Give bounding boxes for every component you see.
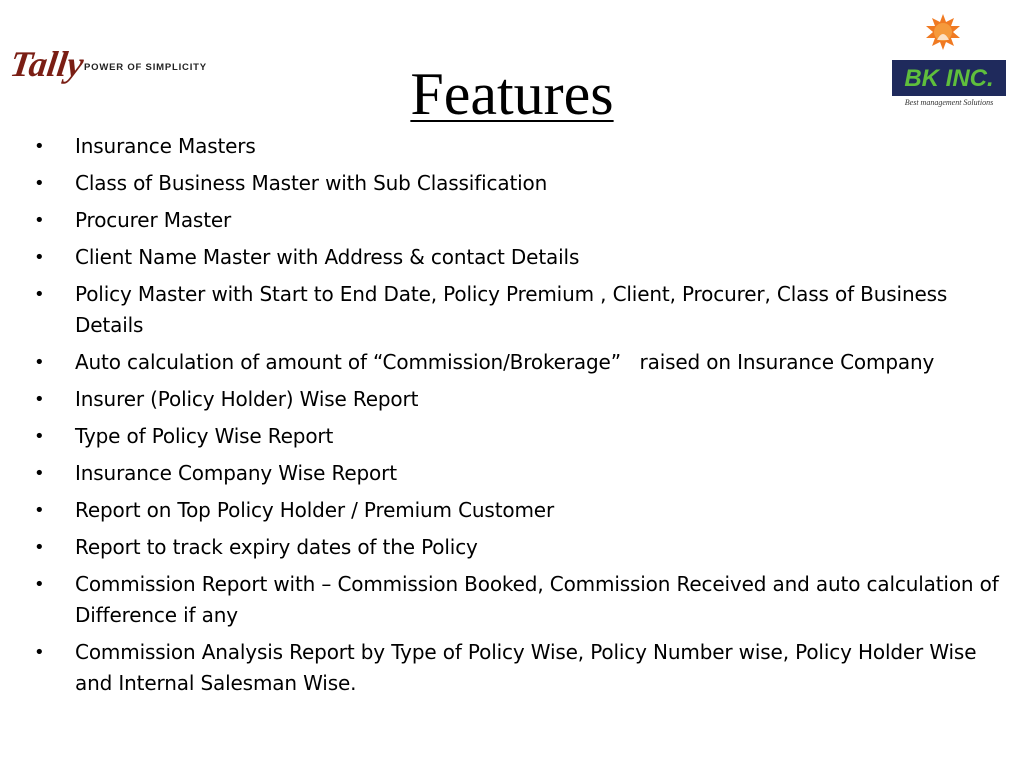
bullet-icon: • — [34, 284, 45, 305]
list-item — [0, 532, 1000, 563]
list-item — [0, 458, 1000, 489]
list-item — [0, 347, 1000, 378]
page-title-text: Features — [410, 61, 614, 127]
bk-tagline: Best management Solutions — [904, 98, 994, 107]
list-item — [0, 637, 1000, 699]
list-item-text: Insurance Masters — [75, 134, 256, 158]
list-item — [0, 205, 1000, 236]
features-list — [0, 131, 1000, 705]
list-item — [0, 495, 1000, 526]
bk-wordmark: BK INC. — [904, 65, 994, 92]
list-item — [0, 131, 1000, 162]
bullet-icon: • — [34, 463, 45, 484]
list-item-text: Insurer (Policy Holder) Wise Report — [75, 387, 419, 411]
list-item — [0, 569, 1000, 631]
list-item-text: Commission Report with – Commission Booked, Commission Received and auto calculation of Difference if any — [75, 572, 999, 627]
list-item-text: Policy Master with Start to End Date, Policy Premium , Client, Procurer, Class of Business Details — [75, 282, 948, 337]
bullet-icon: • — [34, 537, 45, 558]
list-item — [0, 242, 1000, 273]
list-item-text: Insurance Company Wise Report — [75, 461, 397, 485]
list-item-text: Client Name Master with Address & contact Details — [75, 245, 580, 269]
bullet-icon: • — [34, 500, 45, 521]
list-item-text: Report to track expiry dates of the Policy — [75, 535, 478, 559]
list-item-text: Commission Analysis Report by Type of Policy Wise, Policy Number wise, Policy Holder Wise and Internal Salesman Wise. — [75, 640, 977, 695]
bullet-icon: • — [34, 136, 45, 157]
list-item-text: Report on Top Policy Holder / Premium Customer — [75, 498, 555, 522]
list-item — [0, 168, 1000, 199]
list-item-text: Type of Policy Wise Report — [75, 424, 334, 448]
bullet-icon: • — [34, 389, 45, 410]
list-item-text: Procurer Master — [75, 208, 232, 232]
list-item-text: Auto calculation of amount of “Commission/Brokerage” raised on Insurance Company — [75, 350, 935, 374]
tally-wordmark: Tally — [7, 44, 87, 84]
page-title — [0, 58, 1024, 130]
list-item — [0, 279, 1000, 341]
bullet-icon: • — [34, 173, 45, 194]
list-item-text: Class of Business Master with Sub Classification — [75, 171, 548, 195]
tally-tagline: POWER OF SIMPLICITY — [84, 62, 207, 73]
bullet-icon: • — [34, 642, 45, 663]
list-item — [0, 384, 1000, 415]
bullet-icon: • — [34, 247, 45, 268]
bullet-icon: • — [34, 210, 45, 231]
bullet-icon: • — [34, 574, 45, 595]
flame-icon — [926, 14, 960, 50]
bullet-icon: • — [34, 352, 45, 373]
bullet-icon: • — [34, 426, 45, 447]
list-item — [0, 421, 1000, 452]
